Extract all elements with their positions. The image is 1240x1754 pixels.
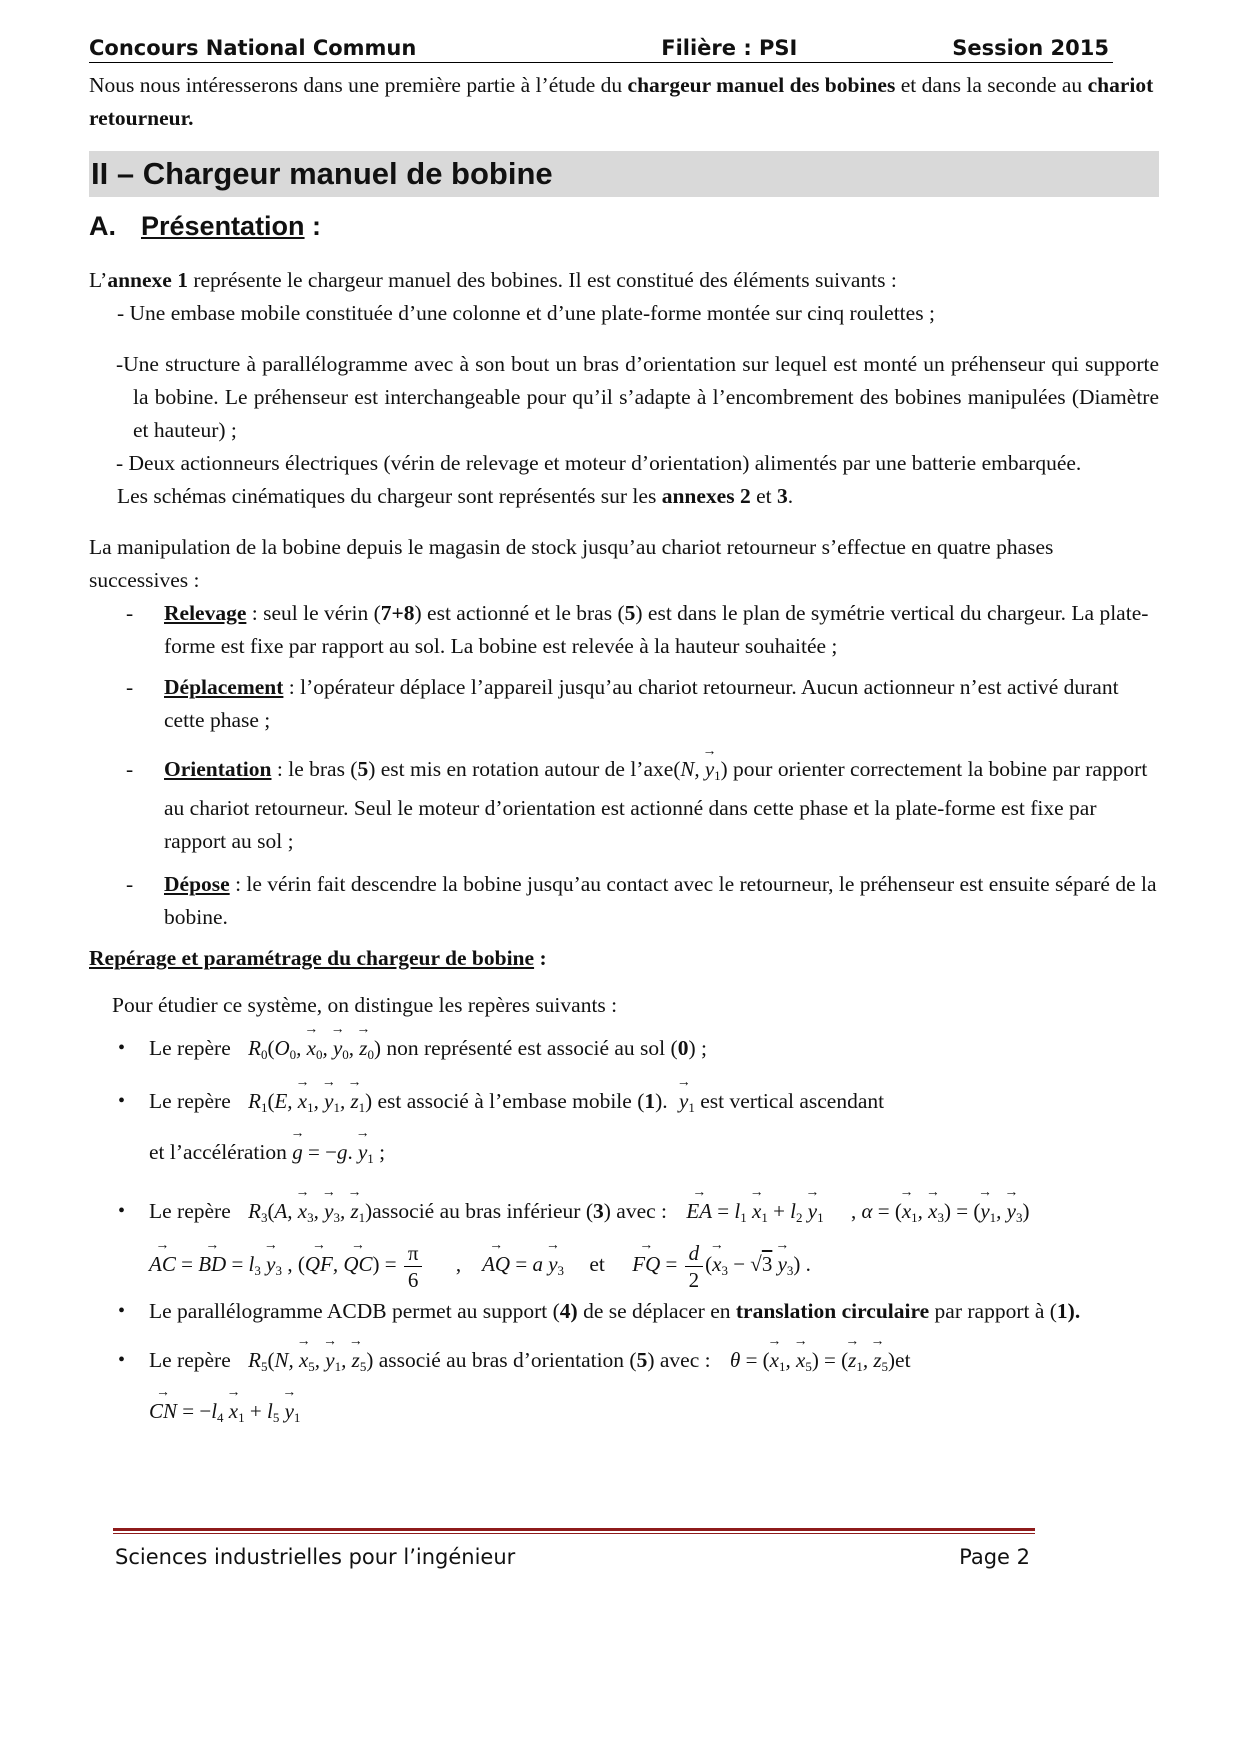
header-track: Filière : PSI — [661, 36, 798, 60]
frame-r0-formula: $R_0(O_0$, → $x_0$, → $y_0$, → $z_0$) — [248, 1036, 381, 1060]
subsection-title: Présentation — [141, 211, 305, 241]
text: Le repère — [149, 1089, 231, 1113]
frame-bullet-r5 — [89, 1338, 1159, 1440]
text: . — [787, 484, 794, 508]
manipulation-intro: La manipulation de la bobine depuis le magasin de stock jusqu’au chariot retourneur s’effectue en quatre phases successives : — [89, 535, 1054, 592]
motion-type: translation circulaire — [735, 1299, 930, 1324]
footer-rule — [113, 1528, 1035, 1531]
part-number: 1). — [1056, 1299, 1081, 1324]
bullet-dot: • — [118, 1037, 126, 1059]
footer-rule-thin — [113, 1533, 1035, 1534]
text: non représenté est associé au sol ( — [380, 1036, 678, 1060]
bullet-dot: • — [118, 1090, 126, 1112]
part-number: 5 — [357, 757, 369, 781]
intro-paragraph — [89, 69, 1159, 135]
axis-formula: (N, → $y_1$) — [673, 757, 727, 781]
text: et — [895, 1348, 911, 1373]
cn-formula: → CN = $-l_4 \to x_1 + l_5 \to y_1$ — [149, 1399, 300, 1423]
phase-name: Relevage — [164, 601, 247, 625]
part-number: 0 — [677, 1036, 689, 1060]
presentation-line-4: - Deux actionneurs électriques (vérin de relevage et moteur d’orientation) alimentés par une batterie embarquée. — [116, 451, 1082, 475]
presentation-line-1 — [89, 264, 1159, 297]
reperage-heading — [89, 942, 1159, 975]
frame-bullet-r3 — [89, 1189, 1159, 1293]
header-contest: Concours National Commun — [89, 36, 417, 60]
bullet-dot: • — [118, 1300, 126, 1323]
phase-text: pour orienter correctement la bobine par rapport au chariot retourneur. Seul le moteur d’orientation est actionné dans cette phase et la plate-forme est fixe par rapport au sol ; — [164, 757, 1148, 853]
gravity-formula: → g = −g. → $y_1$ — [292, 1140, 374, 1164]
frame-r1-formula: $R_1(E$, → $x_1$, → $y_1$, → $z_1$) — [248, 1089, 372, 1113]
phase-item — [89, 868, 1159, 934]
subsection-heading — [89, 211, 1159, 242]
dash: - — [126, 601, 134, 625]
part-number: 5 — [636, 1348, 648, 1373]
dash: - — [126, 675, 134, 699]
frame-r3-formula: $R_3(A$, → $x_3$, → $y_3$, → $z_1$) — [248, 1199, 372, 1223]
text: ) ; — [688, 1036, 707, 1060]
text: est vertical ascendant — [694, 1089, 885, 1113]
text: et — [750, 484, 777, 508]
annex-ref: annexes 2 — [661, 484, 751, 508]
annex-ref: annexe 1 — [107, 268, 188, 292]
text: représente le chargeur manuel des bobines. Il est constitué des éléments suivants : — [187, 268, 897, 292]
page — [89, 30, 1159, 1440]
text: ) avec : — [647, 1348, 711, 1373]
subsection-letter: A. — [89, 211, 116, 241]
part-number: 4) — [559, 1299, 578, 1324]
intro-bold-1: chargeur manuel des bobines — [627, 73, 896, 97]
text: Le repère — [149, 1348, 231, 1373]
alpha-formula: , α = (→ $x_1$, → $x_3$) = (→ $y_1$, → $y_3$) — [851, 1199, 1030, 1223]
text: et l’accélération — [149, 1140, 287, 1164]
presentation-line-3: -Une structure à parallélogramme avec à son bout un bras d’orientation sur lequel est monté un préhenseur qui supporte la bobine. Le préhenseur est interchangeable pour qu’il s’adapte à l’encombrement des bobines manipulées (Diamètre et hauteur) ; — [116, 352, 1159, 442]
phase-text: : le vérin fait descendre la bobine jusqu’au contact avec le retourneur, le préhenseur est ensuite séparé de la bobine. — [164, 872, 1157, 929]
section-title: II – Chargeur manuel de bobine — [89, 151, 1159, 197]
text: et — [589, 1252, 605, 1277]
reperage-intro: Pour étudier ce système, on distingue les repères suivants : — [112, 993, 618, 1017]
dash: - — [126, 757, 134, 781]
reperage-colon: : — [534, 946, 547, 970]
text: ) avec : — [603, 1199, 668, 1223]
phase-name: Déplacement — [164, 675, 284, 699]
theta-formula: θ = (→ $x_1$, → $x_5$) = (→ $z_1$, → $z_5$) — [730, 1348, 895, 1372]
page-header — [89, 30, 1113, 63]
aq-formula: , → AQ = $a \to y_3$ — [456, 1252, 564, 1276]
footer-subject: Sciences industrielles pour l’ingénieur — [115, 1545, 516, 1569]
bullet-dot: • — [118, 1349, 126, 1372]
presentation-line-5 — [89, 480, 1159, 513]
frame-r5-formula: $R_5(N$, → $x_5$, → $y_1$, → $z_5$) — [248, 1348, 373, 1372]
text: Le repère — [149, 1199, 231, 1223]
subsection-colon: : — [304, 211, 322, 241]
intro-bold-2: chariot retourneur. — [89, 73, 1154, 130]
fq-formula: → FQ = $\frac{d}{2}$ (→ $x_3 - √3 \to y_3$) . — [632, 1252, 811, 1276]
phase-text: : seul le vérin (7+8) est actionné et le bras (5) est dans le plan de symétrie vertical du chargeur. La plate-forme est fixe par rapport au sol. La bobine est relevée à la hauteur souhaitée ; — [164, 601, 1149, 658]
phase-item — [89, 671, 1159, 737]
frame-bullet-r1: • Le repère $R_1(E$, → $x_1$, → $y_1$, → $z_1$) est associé à l’embase mobile (1). → $y_1$ est vertical ascendant et l’accélération → g = −g. → $y_1$ ; — [89, 1079, 1159, 1181]
frame-bullet-r0 — [89, 1026, 1159, 1077]
intro-text-2: et dans la seconde au — [895, 73, 1088, 97]
text: associé au bras d’orientation ( — [373, 1348, 637, 1373]
phase-text: : le bras ( — [271, 757, 358, 781]
text: par rapport à ( — [929, 1299, 1057, 1324]
annex-ref: 3 — [776, 484, 788, 508]
part-number: 1 — [644, 1089, 656, 1113]
dash: - — [126, 872, 134, 896]
part-number: 3 — [593, 1199, 604, 1223]
text: Le repère — [149, 1036, 231, 1060]
text: associé au bras inférieur ( — [372, 1199, 593, 1223]
page-number: Page 2 — [959, 1545, 1030, 1569]
presentation-line-2: - Une embase mobile constituée d’une colonne et d’une plate-forme montée sur cinq roulettes ; — [117, 301, 935, 325]
phase-item — [89, 597, 1159, 663]
text: Les schémas cinématiques du chargeur sont représentés sur les — [117, 484, 662, 508]
text: ). — [655, 1089, 668, 1113]
text: Le parallélogramme ACDB permet au support ( — [149, 1299, 560, 1324]
intro-text-1: Nous nous intéresserons dans une première partie à l’étude du — [89, 73, 628, 97]
phase-name: Dépose — [164, 872, 230, 896]
y1-vector: → $y_1$ — [679, 1089, 695, 1113]
phase-item — [89, 753, 1159, 858]
ac-bd-formula: → AC = → BD = $l_3 \to y_3$ — [149, 1252, 282, 1276]
text: L’ — [89, 268, 108, 292]
text: est associé à l’embase mobile ( — [372, 1089, 645, 1113]
phase-text: : l’opérateur déplace l’appareil jusqu’au chariot retourneur. Aucun actionneur n’est activé durant cette phase ; — [164, 675, 1119, 732]
text: de se déplacer en — [577, 1299, 736, 1324]
reperage-title: Repérage et paramétrage du chargeur de bobine — [89, 946, 535, 970]
bullet-dot: • — [118, 1200, 126, 1222]
header-session: Session 2015 — [952, 36, 1109, 60]
phase-name: Orientation — [164, 757, 272, 781]
ea-formula: → EA = $l_1 \to x_1 + l_2 \to y_1$ — [686, 1199, 823, 1223]
phase-text: ) est mis en rotation autour de l’axe — [368, 757, 674, 781]
page-footer — [115, 1545, 1030, 1569]
angle-formula: , (→ QF, → QC) = $\frac{\pi}{6}$ — [287, 1252, 424, 1276]
parallelogram-bullet — [89, 1295, 1159, 1328]
